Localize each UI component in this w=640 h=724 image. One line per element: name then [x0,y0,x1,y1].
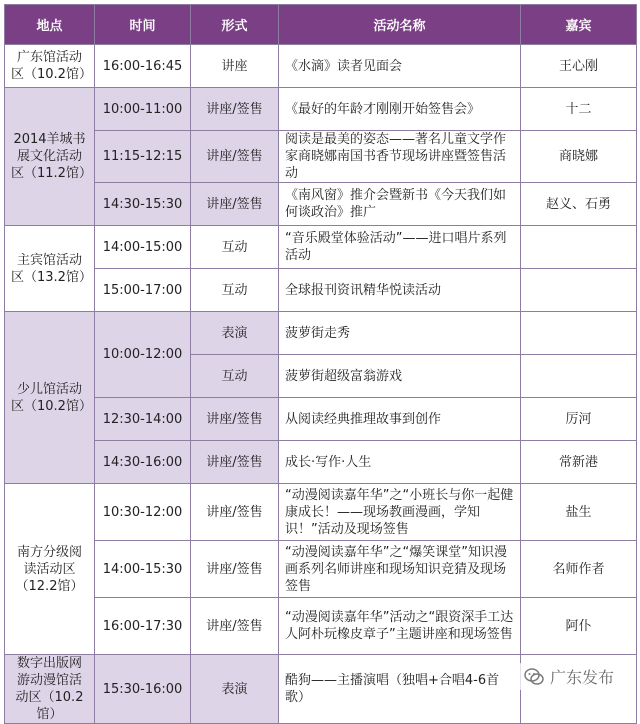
table-row [5,45,637,88]
cell-guest [521,269,637,312]
table-row [5,226,637,269]
venue-guangdong: 广东馆活动区（10.2馆） [5,45,95,88]
cell-format: 讲座/签售 [191,131,279,183]
cell-activity: 从阅读经典推理故事到创作 [279,398,521,441]
cell-activity: “动漫阅读嘉年华”之“爆笑课堂”知识漫画系列名师讲座和现场知识竞猜及现场签售 [279,541,521,598]
header-guest: 嘉宾 [521,5,637,45]
cell-time: 15:30-16:00 [95,655,191,724]
cell-activity: 成长·写作·人生 [279,441,521,484]
cell-activity: 全球报刊资讯精华悦读活动 [279,269,521,312]
cell-guest: 常新港 [521,441,637,484]
cell-format: 讲座/签售 [191,541,279,598]
wechat-watermark [518,663,620,690]
cell-time: 14:00-15:30 [95,541,191,598]
cell-format: 讲座/签售 [191,88,279,131]
cell-guest [521,355,637,398]
cell-activity: “动漫阅读嘉年华”之“小班长与你一起健康成长！——现场教画漫画，学知识！”活动及现场签售 [279,484,521,541]
cell-format: 讲座/签售 [191,484,279,541]
table-row [5,484,637,541]
cell-time: 10:00-11:00 [95,88,191,131]
cell-guest [521,312,637,355]
table-row [5,441,637,484]
cell-activity: 《水滴》读者见面会 [279,45,521,88]
cell-time: 14:30-15:30 [95,183,191,226]
cell-guest: 盐生 [521,484,637,541]
venue-yangcheng: 2014羊城书展文化活动区（11.2馆） [5,88,95,226]
venue-shuzi: 数字出版网游动漫馆活动区（10.2馆） [5,655,95,724]
cell-guest: 王心刚 [521,45,637,88]
cell-time: 14:30-16:00 [95,441,191,484]
cell-activity: 阅读是最美的姿态——著名儿童文学作家商晓娜南国书香节现场讲座暨签售活动 [279,131,521,183]
cell-guest [521,226,637,269]
cell-activity: 菠萝街超级富翁游戏 [279,355,521,398]
header-location: 地点 [5,5,95,45]
cell-format: 互动 [191,226,279,269]
table-row [5,398,637,441]
cell-time: 10:30-12:00 [95,484,191,541]
cell-activity: 《南风窗》推介会暨新书《今天我们如何谈政治》推广 [279,183,521,226]
cell-guest: 厉河 [521,398,637,441]
cell-activity: 菠萝街走秀 [279,312,521,355]
venue-shaoer: 少儿馆活动区（10.2馆） [5,312,95,484]
cell-guest: 名师作者 [521,541,637,598]
cell-guest: 赵义、石勇 [521,183,637,226]
cell-activity: “音乐殿堂体验活动”——进口唱片系列活动 [279,226,521,269]
cell-format: 互动 [191,269,279,312]
table-row [5,131,637,183]
cell-format: 讲座 [191,45,279,88]
table-row [5,598,637,655]
event-schedule-table [4,4,637,724]
cell-format: 表演 [191,312,279,355]
table-row [5,312,637,355]
cell-time: 12:30-14:00 [95,398,191,441]
header-activity: 活动名称 [279,5,521,45]
cell-time: 16:00-17:30 [95,598,191,655]
cell-guest: 十二 [521,88,637,131]
cell-format: 表演 [191,655,279,724]
cell-format: 讲座/签售 [191,183,279,226]
cell-time: 14:00-15:00 [95,226,191,269]
cell-guest: 阿仆 [521,598,637,655]
venue-zhubin: 主宾馆活动区（13.2馆） [5,226,95,312]
header-row [5,5,637,45]
cell-activity: 酷狗——主播演唱（独唱+合唱4-6首歌） [279,655,521,724]
cell-format: 讲座/签售 [191,441,279,484]
cell-activity: “动漫阅读嘉年华”活动之“跟资深手工达人阿朴玩橡皮章子”主题讲座和现场签售 [279,598,521,655]
wechat-icon [524,667,544,687]
cell-time: 15:00-17:00 [95,269,191,312]
cell-format: 讲座/签售 [191,398,279,441]
cell-time: 11:15-12:15 [95,131,191,183]
table-row [5,88,637,131]
table-row [5,269,637,312]
table-row [5,541,637,598]
header-time: 时间 [95,5,191,45]
table-row [5,183,637,226]
cell-guest: 商晓娜 [521,131,637,183]
watermark-text: 广东发布 [549,668,614,687]
cell-time: 10:00-12:00 [95,312,191,398]
venue-nanfang: 南方分级阅读活动区（12.2馆） [5,484,95,655]
header-format: 形式 [191,5,279,45]
cell-format: 互动 [191,355,279,398]
cell-activity: 《最好的年龄才刚刚开始签售会》 [279,88,521,131]
cell-time: 16:00-16:45 [95,45,191,88]
cell-format: 讲座/签售 [191,598,279,655]
